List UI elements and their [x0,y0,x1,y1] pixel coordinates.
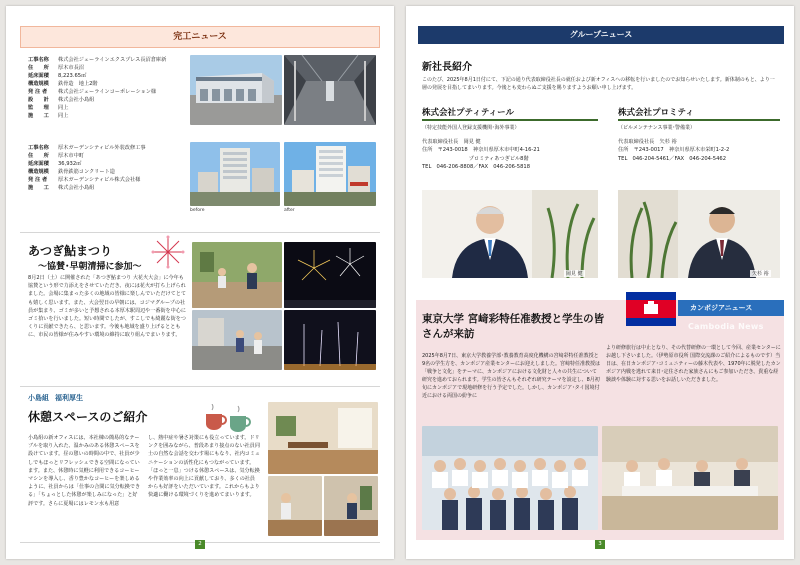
meeting-photo [602,426,778,530]
building-after-photo [284,142,376,206]
company-1-info-line: 住所 〒243-0018 神奈川県厚木市中町4-16-21 [422,147,540,154]
company-1-info-line: プロミティあつぎビル8階 [422,155,529,162]
company-1-caption: 岡見 健 [566,271,583,277]
fireworks-photo-2 [284,310,376,370]
detail-row: 住 所 厚木市中町 [28,153,84,159]
coffee-cups-icon [198,404,258,432]
company-2-info [618,138,784,163]
tokyo-univ-title: 東京大学 宮﨑彩特任准教授と学生の皆さんが来訪 [422,313,605,340]
company-1-sub: （特定技能外国人登録支援機関･海外事業） [422,125,520,131]
detail-row: 設 計 株式会社小島組 [28,97,95,103]
company-2-info-line: 代表取締役社長 矢杉 裕 [618,139,677,145]
company-2-underline [618,119,780,121]
rest-space-photo-2 [268,476,322,536]
cleanup-photo-1 [192,310,282,370]
festival-title: あつぎ鮎まつり [28,244,113,258]
page-left [6,6,394,559]
group-photo [422,426,598,530]
detail-row: 発 注 者 株式会社ジェーラインコーポレーション様 [28,89,157,95]
tokyo-univ-col1: 2025年8月7日、東京大学教養学部･教養教育高度化機構の宮﨑彩特任准教授と9名の学生方を、カンボジア産業センターにお迎えしました。宮﨑特任准教授は「戦争と文化」をテーマに、カンボジアにおける文化財と人々の共生について研究を進めておられます。学生の皆さんもそれぞれ研究テーマを設定し、8月初旬にカンボジアで現地研修を行う予定でした。しかし、カンボジア･タイ国境付近における両国の紛争に [422,353,600,399]
cambodia-news-tag: カンボジアニュース [678,300,784,316]
detail-row: 構造規模 鉄骨造 地上2階 [28,81,98,87]
festival-body: 8月2日（土）に開催された「あつぎ鮎まつり 大花火大会」に今年も協賛という形で力添えをさせていただき、夜には花火が打ち上げられました。会場に集まった多くの地域の皆様に楽しんでいただけてとても嬉しく思います。また、大会翌日の早朝には、コジマグループの社員が集まり、ゴミが多いと予想される本厚木駅周辺や一番街を中心にゴミ拾いを行いました。短い時間でしたが、すこしでも綺麗な街をつくりに貢献できたら、と思います。今後も地域を盛り上げるとともに、市民の皆様が住みやすい環境の維持に取り組んでまいります。 [28,275,186,339]
cambodia-flag-icon [626,292,676,326]
company-1-info-line: 代表取締役社長 岡見 健 [422,139,481,145]
rest-space-photo-3 [324,476,378,536]
page-right [406,6,794,559]
warehouse-exterior-photo [190,55,282,125]
detail-row: 延床面積 8,223.65㎡ [28,73,87,79]
tokyo-univ-col2: より研修旅行は中止となり、その代替研修の一環として今回、産業センターにお越し下さいました。（伊勢原市役所 国際交流課のご紹介によるものです）当日は、在日カンボジア･コミュニティーの藤木代表や、1970年に脱発したカンボジア内戦を逃れて来日･定住された家族さんにもご参加いただき、貴重な経験談や体験に対する思いをお話しいただきました。 [606,345,781,383]
rest-space-col1: 小島組の新オフィスには、本社棟の簡易的なテーブルを取り入れた、温かみのある休憩スペースを設けています。昼の憩いの時間の中で、社員が少しでもほっとリフレッシュできる空間になっています。また、休憩時に気軽に利用できるコーヒーマシンを導入し、香り豊かなコーヒーを楽しめるように、社員からは「仕事の合間に気分転換できる」「ちょっとした休憩が楽しみになった」と好評です。さらに夏場にはレモン水も用意 [28,435,141,507]
company-2-president-photo [618,190,780,278]
company-1-info [422,138,602,171]
before-label: before [190,208,205,213]
group-news-banner: グループニュース [418,26,784,44]
fireworks-photo [284,242,376,308]
festival-subtitle: ～協賛･早朝清掃に参加～ [38,262,142,272]
company-2-sub: （ビルメンテナンス事業･警備業） [618,125,695,131]
company-1-underline [422,119,598,121]
project-2-details [28,144,188,192]
company-1-name: 株式会社プティティール [422,108,514,118]
festival-staff-photo [192,242,282,308]
section-divider [20,232,380,233]
detail-row: 施 工 同上 [28,113,69,119]
president-title: 新社長紹介 [422,62,472,73]
project-1-details [28,56,188,120]
rest-space-col2: し、熱中症や暑さ対策にも役立っています。ドリンクを囲みながら、普段あまり接点のない社員同士の自然な会話を交わす場にもなり、社内コミュニケーションの活性化にもつながっています。「ほっと一息」つける休憩スペースは、気分転換や作業効率の向上に貢献しており、多くの社員からも好評をいただいています。これからもより快適に働ける環境づくりを進めてまいります。 [148,435,260,499]
tag-company: 小島組 [28,394,49,402]
fireworks-icon [148,234,188,270]
detail-row: 延床面積 36,932㎡ [28,161,82,167]
building-before-photo [190,142,280,206]
section-divider [20,386,380,387]
detail-row: 工事名称 厚木ガーデンシティビル外装改修工事 [28,145,146,151]
page-number-right: 3 [595,540,605,549]
rest-space-tags [28,393,83,403]
president-body: このたび、2025年8月1日付にて、下記の通り代表取締役社長の就任および新オフィスへの移転を行いましたのでお知らせいたします。新体制のもと、より一層の発展を目指してまいります。今後とも変わらぬご支援を賜りますようお願い申し上げます。 [422,77,775,91]
detail-row: 発 注 者 厚木ガーデンシティビル株式会社様 [28,177,141,183]
company-2-name: 株式会社プロミティ [618,108,694,118]
detail-row: 監 理 同上 [28,105,69,111]
rest-space-photo-1 [268,402,378,474]
cambodia-news-en: Cambodia News [688,322,764,331]
company-1-president-photo [422,190,598,278]
warehouse-interior-photo [284,55,376,125]
after-label: after [284,208,295,213]
page-number-left: 2 [195,540,205,549]
detail-row: 構造規模 鉄骨鉄筋コンクリート造 [28,169,115,175]
company-2-info-line: TEL 046-204-5461／FAX 046-204-5462 [618,155,727,162]
completion-news-banner: 完工ニュース [20,26,380,48]
company-2-caption: 矢杉 裕 [752,271,769,277]
detail-row: 工事名称 株式会社ジェーラインエクスプレス長沼倉庫新 [28,57,167,63]
detail-row: 施 工 株式会社小島組 [28,185,95,191]
detail-row: 住 所 厚木市長沼 [28,65,84,71]
rest-space-title: 休憩スペースのご紹介 [28,410,148,424]
company-2-info-line: 住所 〒243-0017 神奈川県厚木市栄町1-2-2 [618,147,730,154]
tag-welfare: 福利厚生 [55,394,83,402]
company-1-info-line: TEL 046-206-8808／FAX 046-206-5818 [422,163,531,170]
